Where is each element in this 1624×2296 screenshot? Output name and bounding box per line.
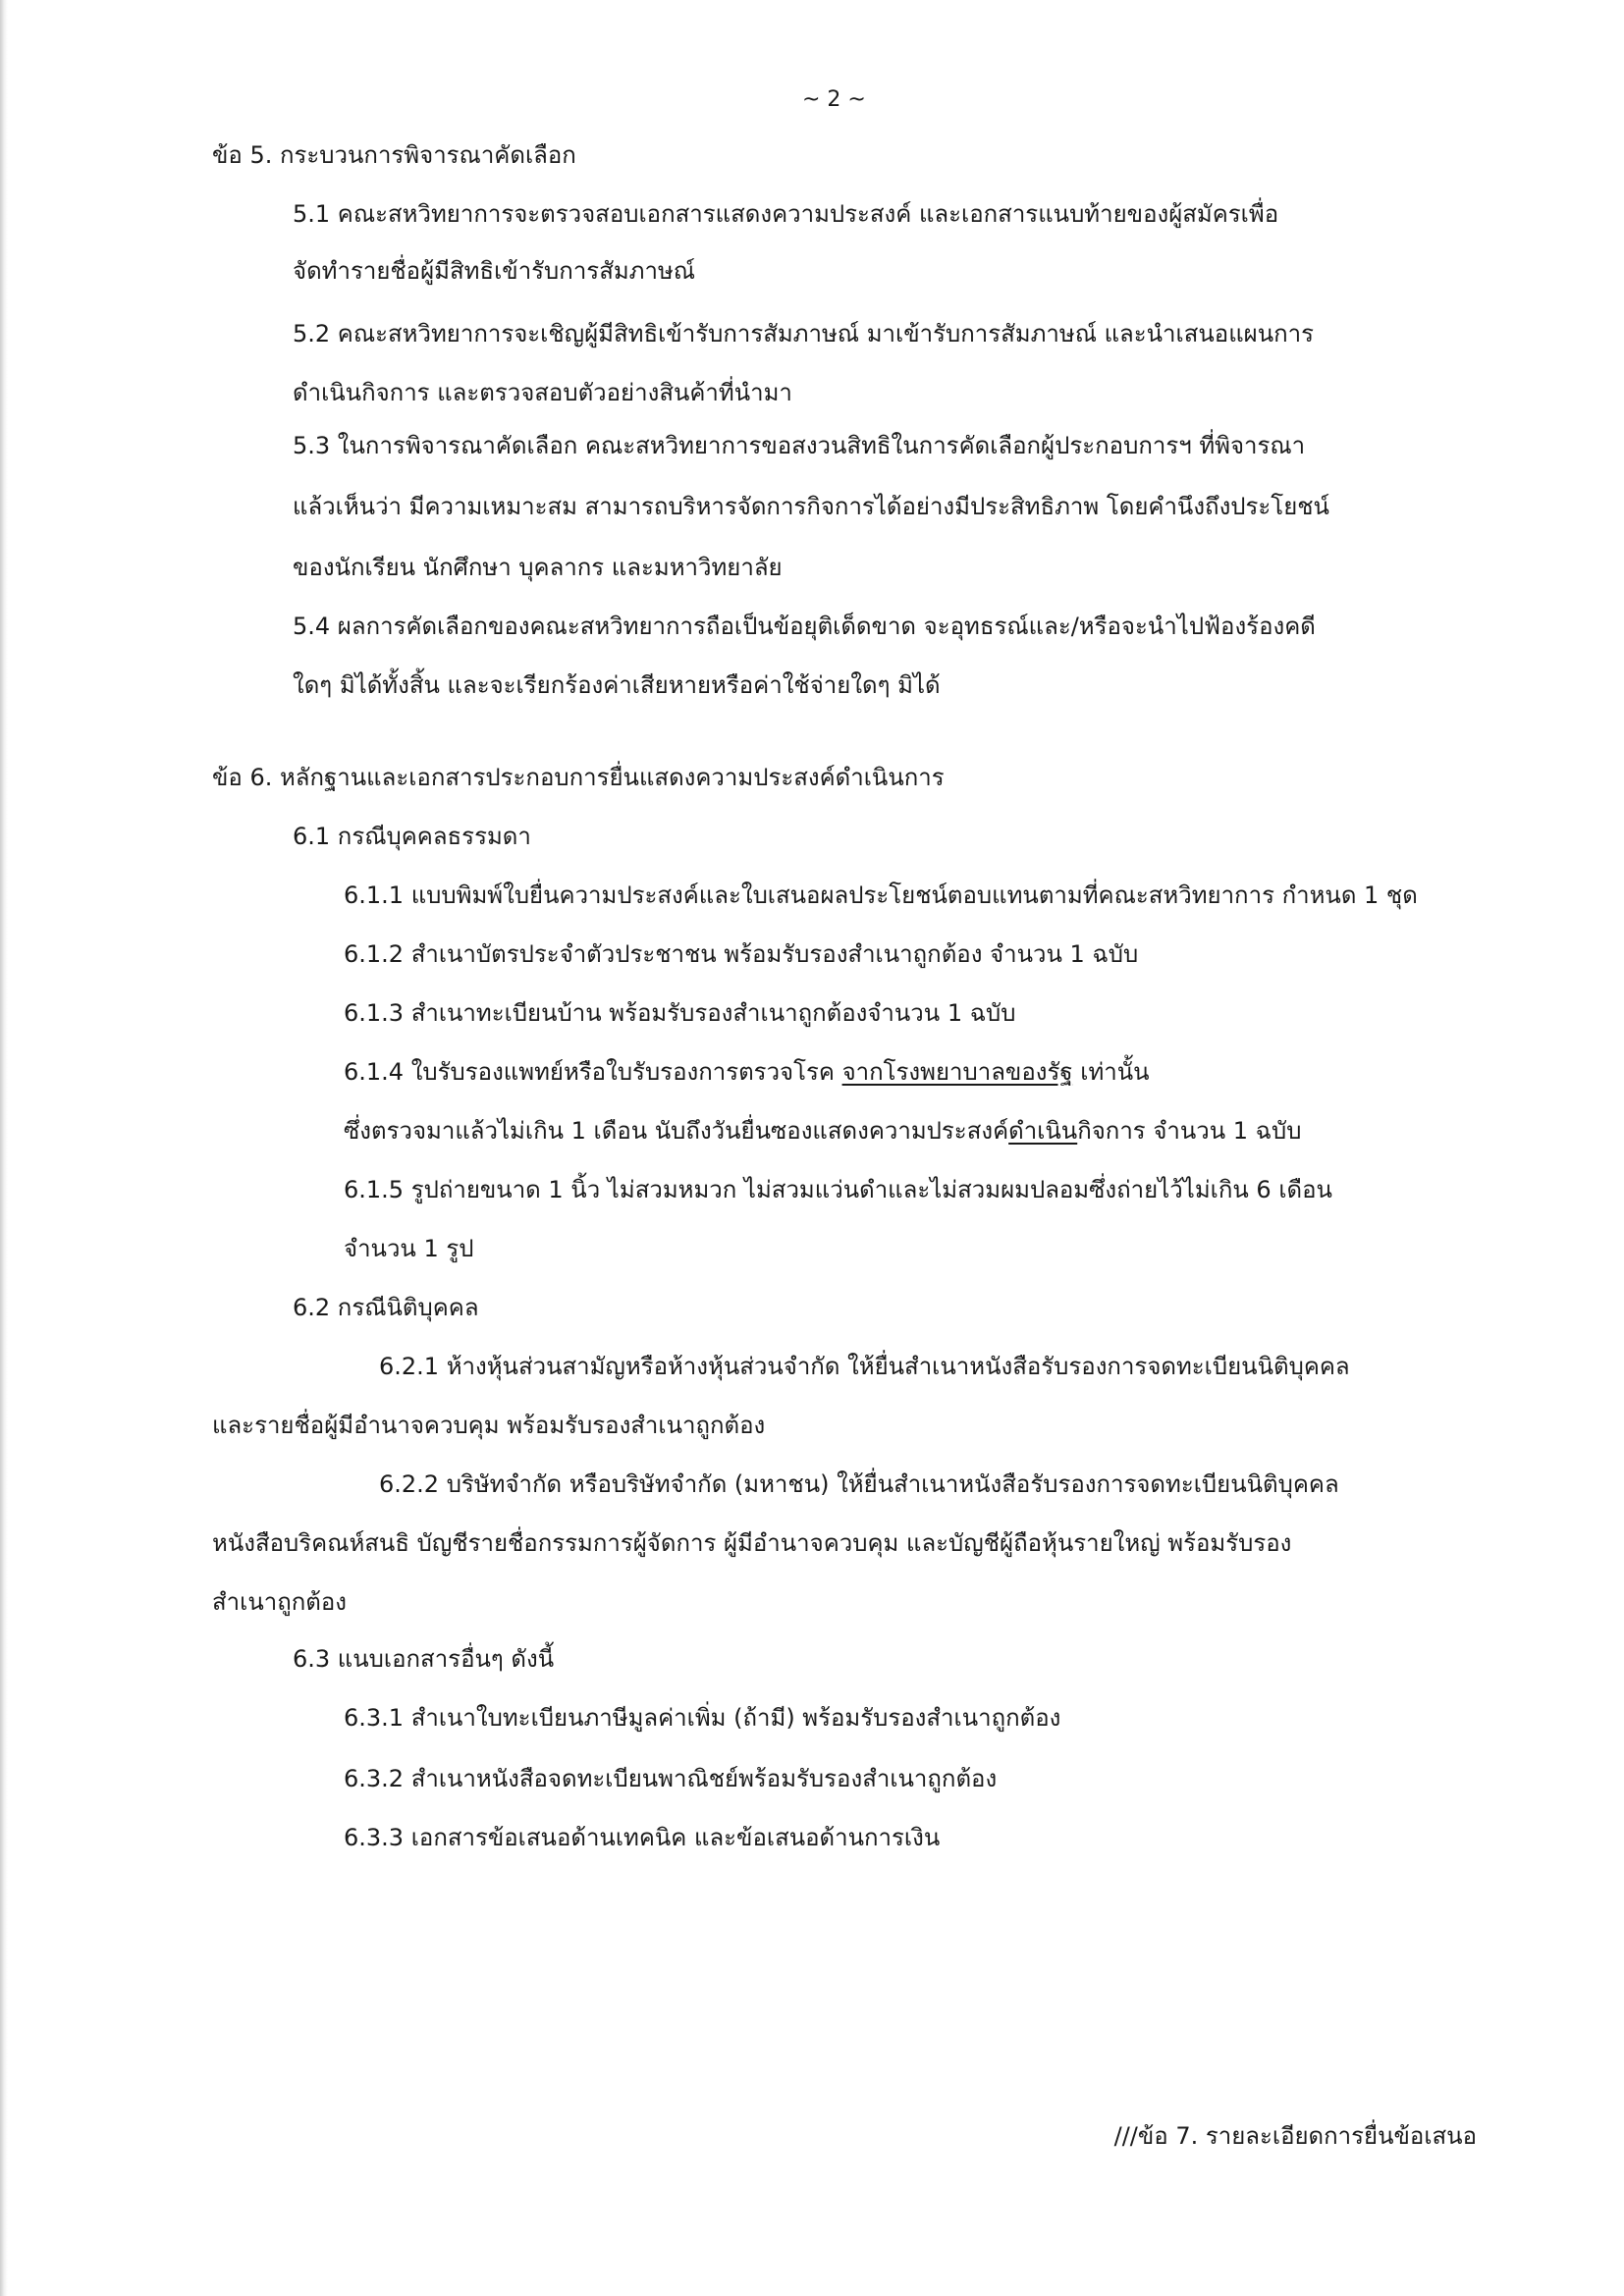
scan-edge-shadow xyxy=(0,0,8,2296)
item-6-3-3: 6.3.3 เอกสารข้อเสนอด้านเทคนิค และข้อเสนอด้านการเงิน xyxy=(344,1824,941,1851)
item-6-1-4-text-a: 6.1.4 ใบรับรองแพทย์หรือใบรับรองการตรวจโรค xyxy=(344,1058,842,1086)
item-6-1-4-line-2-text-a: ซึ่งตรวจมาแล้วไม่เกิน 1 เดือน นับถึงวันยื่นซองแสดงความประสงค์ xyxy=(344,1117,1009,1145)
item-6-1-2: 6.1.2 สำเนาบัตรประจำตัวประชาชน พร้อมรับรองสำเนาถูกต้อง จำนวน 1 ฉบับ xyxy=(344,940,1139,968)
subsection-6-1-heading: 6.1 กรณีบุคคลธรรมดา xyxy=(293,823,531,850)
item-6-1-4-line-1 xyxy=(344,1056,1150,1088)
item-6-1-4-text-b: เท่านั้น xyxy=(1072,1058,1150,1086)
clause-5-3-line-1: 5.3 ในการพิจารณาคัดเลือก คณะสหวิทยาการขอสงวนสิทธิในการคัดเลือกผู้ประกอบการฯ ที่พิจารณา xyxy=(293,432,1306,459)
section-6-heading: ข้อ 6. หลักฐานและเอกสารประกอบการยื่นแสดงความประสงค์ดำเนินการ xyxy=(212,764,945,791)
item-6-3-1: 6.3.1 สำเนาใบทะเบียนภาษีมูลค่าเพิ่ม (ถ้ามี) พร้อมรับรองสำเนาถูกต้อง xyxy=(344,1704,1061,1732)
item-6-1-1: 6.1.1 แบบพิมพ์ใบยื่นความประสงค์และใบเสนอผลประโยชน์ตอบแทนตามที่คณะสหวิทยาการ กำหนด 1 ชุด xyxy=(344,881,1418,909)
item-6-2-2-line-1: 6.2.2 บริษัทจำกัด หรือบริษัทจำกัด (มหาชน) ให้ยื่นสำเนาหนังสือรับรองการจดทะเบียนนิติบุคคล xyxy=(379,1470,1339,1498)
item-6-1-5-line-2: จำนวน 1 รูป xyxy=(344,1235,474,1262)
clause-5-4-line-2: ใดๆ มิได้ทั้งสิ้น และจะเรียกร้องค่าเสียหายหรือค่าใช้จ่ายใดๆ มิได้ xyxy=(293,671,941,699)
section-5-heading: ข้อ 5. กระบวนการพิจารณาคัดเลือก xyxy=(212,141,576,169)
item-6-2-1-line-1: 6.2.1 ห้างหุ้นส่วนสามัญหรือห้างหุ้นส่วนจำกัด ให้ยื่นสำเนาหนังสือรับรองการจดทะเบียนนิติบุคคล xyxy=(379,1353,1350,1380)
clause-5-2-line-2: ดำเนินกิจการ และตรวจสอบตัวอย่างสินค้าที่นำมา xyxy=(293,379,792,406)
item-6-1-5-line-1: 6.1.5 รูปถ่ายขนาด 1 นิ้ว ไม่สวมหมวก ไม่สวมแว่นดำและไม่สวมผมปลอมซึ่งถ่ายไว้ไม่เกิน 6 เดือน xyxy=(344,1176,1332,1203)
clause-5-3-line-3: ของนักเรียน นักศึกษา บุคลากร และมหาวิทยาลัย xyxy=(293,554,783,581)
item-6-2-1-line-2: และรายชื่อผู้มีอำนาจควบคุม พร้อมรับรองสำเนาถูกต้อง xyxy=(212,1412,766,1439)
item-6-1-4-line-2-underlined-text: ดำเนิน xyxy=(1008,1117,1078,1145)
item-6-2-2-line-3: สำเนาถูกต้อง xyxy=(212,1588,347,1616)
item-6-1-3: 6.1.3 สำเนาทะเบียนบ้าน พร้อมรับรองสำเนาถูกต้องจำนวน 1 ฉบับ xyxy=(344,999,1016,1027)
item-6-1-4-line-2 xyxy=(344,1115,1302,1147)
clause-5-1-line-2: จัดทำรายชื่อผู้มีสิทธิเข้ารับการสัมภาษณ์ xyxy=(293,257,696,285)
item-6-1-4-underlined-text: จากโรงพยาบาลของรัฐ xyxy=(841,1058,1073,1086)
item-6-3-2: 6.3.2 สำเนาหนังสือจดทะเบียนพาณิชย์พร้อมรับรองสำเนาถูกต้อง xyxy=(344,1765,998,1792)
clause-5-3-line-2: แล้วเห็นว่า มีความเหมาะสม สามารถบริหารจัดการกิจการได้อย่างมีประสิทธิภาพ โดยคำนึงถึงประโยชน์ xyxy=(293,493,1329,520)
clause-5-1-line-1: 5.1 คณะสหวิทยาการจะตรวจสอบเอกสารแสดงความประสงค์ และเอกสารแนบท้ายของผู้สมัครเพื่อ xyxy=(293,200,1279,228)
clause-5-4-line-1: 5.4 ผลการคัดเลือกของคณะสหวิทยาการถือเป็นข้อยุติเด็ดขาด จะอุทธรณ์และ/หรือจะนำไปฟ้องร้องคดี xyxy=(293,613,1316,640)
item-6-2-2-line-2: หนังสือบริคณห์สนธิ บัญชีรายชื่อกรรมการผู้จัดการ ผู้มีอำนาจควบคุม และบัญชีผู้ถือหุ้นรายใหญ่ พร้อมรับรอง xyxy=(212,1529,1292,1557)
continuation-note: ///ข้อ 7. รายละเอียดการยื่นข้อเสนอ xyxy=(1113,2122,1477,2150)
item-6-1-4-line-2-text-b: กิจการ จำนวน 1 ฉบับ xyxy=(1077,1117,1302,1145)
clause-5-2-line-1: 5.2 คณะสหวิทยาการจะเชิญผู้มีสิทธิเข้ารับการสัมภาษณ์ มาเข้ารับการสัมภาษณ์ และนำเสนอแผนการ xyxy=(293,320,1315,347)
page-number: ~ 2 ~ xyxy=(802,87,866,112)
subsection-6-2-heading: 6.2 กรณีนิติบุคคล xyxy=(293,1294,479,1321)
subsection-6-3-heading: 6.3 แนบเอกสารอื่นๆ ดังนี้ xyxy=(293,1645,555,1673)
